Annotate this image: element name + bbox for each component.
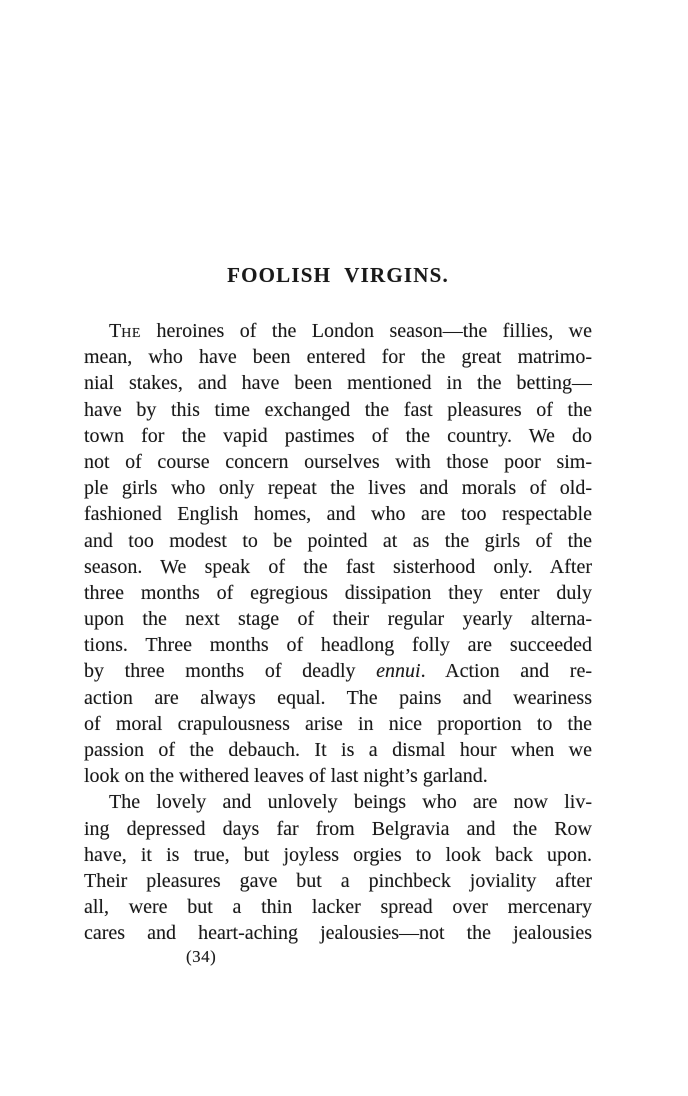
text-line: Their pleasures gave but a pinchbeck joviality after (84, 869, 592, 892)
text-line: mean, who have been entered for the great matrimo- (84, 346, 592, 369)
text-line: tions. Three months of headlong folly are succeeded (84, 634, 592, 657)
text-line: not of course concern ourselves with those poor sim- (84, 450, 592, 473)
text-line: action are always equal. The pains and weariness (84, 686, 592, 709)
text-line: town for the vapid pastimes of the country. We do (84, 424, 592, 447)
page-number: (34) (186, 947, 217, 966)
text-line: ing depressed days far from Belgravia and the Row (84, 817, 592, 840)
text-line: fashioned English homes, and who are too respectable (84, 503, 592, 526)
text-block (84, 318, 592, 947)
text-line: all, were but a thin lacker spread over mercenary (84, 896, 592, 919)
text-run: by three months of deadly (84, 660, 377, 683)
smallcaps-word: he (121, 320, 142, 342)
text-line: nial stakes, and have been mentioned in the betting— (84, 372, 592, 395)
text-line: ple girls who only repeat the lives and morals of old- (84, 477, 592, 500)
text-line: The lovely and unlovely beings who are now liv- (109, 791, 592, 814)
text-line: three months of egregious dissipation they enter duly (84, 581, 592, 604)
text-line: look on the withered leaves of last night’s garland. (84, 765, 488, 788)
text-line: have, it is true, but joyless orgies to look back upon. (84, 843, 592, 866)
text-line: upon the next stage of their regular yearly alterna- (84, 608, 592, 631)
italic-word: ennui (376, 660, 421, 683)
text-line: cares and heart-aching jealousies—not the jealousies (84, 922, 592, 945)
text-line: passion of the debauch. It is a dismal hour when we (84, 739, 592, 761)
page-title: FOOLISH VIRGINS. (227, 263, 449, 287)
text-line: have by this time exchanged the fast pleasures of the (84, 398, 592, 421)
text-run: . Action and re- (420, 660, 592, 683)
text-line: season. We speak of the fast sisterhood only. After (84, 555, 592, 578)
text-line (84, 318, 592, 344)
text-line: and too modest to be pointed at as the girls of the (84, 529, 592, 552)
text-line (84, 658, 592, 684)
text-line: of moral crapulousness arise in nice proportion to the (84, 712, 592, 735)
text-run: heroines of the London season—the fillies, we (141, 320, 592, 342)
smallcaps-lead-cap: T (109, 320, 122, 342)
